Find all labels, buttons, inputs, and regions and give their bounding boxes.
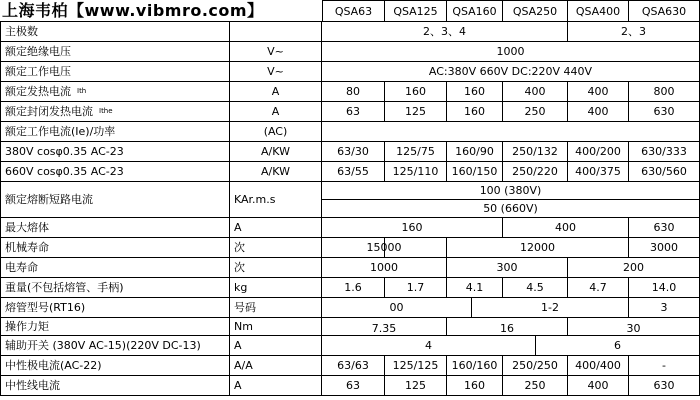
row-label-neutral-pole: 中性极电流(AC-22) — [0, 356, 230, 376]
ac23-660-value: 63/55 — [322, 162, 385, 182]
poles-value-b: 2、3 — [568, 22, 700, 42]
row-label-short-circuit: 额定熔断短路电流 — [0, 182, 230, 218]
enclosed-thermal-current-value: 250 — [503, 102, 568, 122]
ac23-380-value: 160/90 — [447, 142, 503, 162]
working-voltage-value: AC:380V 660V DC:220V 440V — [322, 62, 700, 82]
row-unit-poles — [230, 22, 322, 42]
thermal-current-value: 160 — [385, 82, 447, 102]
short-circuit-660-value: 50 (660V) — [322, 200, 700, 218]
row-unit-operating-force: Nm — [230, 318, 322, 336]
thermal-current-value: 400 — [568, 82, 629, 102]
electrical-life-value-b: 300 — [447, 258, 568, 278]
neutral-line-value: 125 — [385, 376, 447, 396]
neutral-pole-value: 250/250 — [503, 356, 568, 376]
row-unit-working-current-power: (AC) — [230, 122, 322, 142]
row-unit-mechanical-life: 次 — [230, 238, 322, 258]
row-unit-aux-switch: A — [230, 336, 322, 356]
enclosed-thermal-current-value: 630 — [629, 102, 700, 122]
row-unit-ac23-660: A/KW — [230, 162, 322, 182]
ac23-660-value: 400/375 — [568, 162, 629, 182]
neutral-pole-value: 63/63 — [322, 356, 385, 376]
neutral-line-value: 63 — [322, 376, 385, 396]
thermal-current-value: 800 — [629, 82, 700, 102]
model-header: QSA400 — [568, 0, 629, 22]
thermal-current-value: 80 — [322, 82, 385, 102]
neutral-pole-value: 125/125 — [385, 356, 447, 376]
weight-value: 4.1 — [447, 278, 503, 298]
ac23-380-value: 400/200 — [568, 142, 629, 162]
model-header: QSA630 — [629, 0, 700, 22]
neutral-line-value: 400 — [568, 376, 629, 396]
row-unit-neutral-line: A — [230, 376, 322, 396]
electrical-life-value-a: 1000 — [322, 258, 447, 278]
row-unit-thermal-current: A — [230, 82, 322, 102]
mechanical-life-value-c: 3000 — [629, 238, 700, 258]
row-unit-working-voltage: V~ — [230, 62, 322, 82]
row-unit-ac23-380: A/KW — [230, 142, 322, 162]
row-label-insulation-voltage: 额定绝缘电压 — [0, 42, 230, 62]
enclosed-thermal-current-sub: Ithe — [99, 107, 113, 115]
banner-title: 上海韦柏【www.vibmro.com】 — [0, 0, 322, 22]
enclosed-thermal-current-value: 400 — [568, 102, 629, 122]
row-label-ac23-380: 380V cosφ0.35 AC-23 — [0, 142, 230, 162]
row-unit-electrical-life: 次 — [230, 258, 322, 278]
thermal-current-value: 400 — [503, 82, 568, 102]
neutral-pole-value: 400/400 — [568, 356, 629, 376]
row-label-fuse-type: 熔管型号(RT16) — [0, 298, 230, 318]
row-label-working-voltage: 额定工作电压 — [0, 62, 230, 82]
row-label-mechanical-life: 机械寿命 — [0, 238, 230, 258]
enclosed-thermal-current-value: 63 — [322, 102, 385, 122]
weight-value: 4.5 — [503, 278, 568, 298]
row-label-ac23-660: 660V cosφ0.35 AC-23 — [0, 162, 230, 182]
row-label-max-fuse: 最大熔体 — [0, 218, 230, 238]
thermal-current-sub: Ith — [77, 87, 87, 95]
neutral-pole-value: 160/160 — [447, 356, 503, 376]
max-fuse-value-c: 630 — [629, 218, 700, 238]
ac23-380-value: 125/75 — [385, 142, 447, 162]
row-unit-insulation-voltage: V~ — [230, 42, 322, 62]
row-label-poles: 主极数 — [0, 22, 230, 42]
neutral-line-value: 250 — [503, 376, 568, 396]
ac23-380-value: 250/132 — [503, 142, 568, 162]
enclosed-thermal-current-value: 160 — [447, 102, 503, 122]
row-unit-weight: kg — [230, 278, 322, 298]
insulation-voltage-value: 1000 — [322, 42, 700, 62]
row-unit-max-fuse: A — [230, 218, 322, 238]
row-label-neutral-line: 中性线电流 — [0, 376, 230, 396]
fuse-type-value-c: 3 — [629, 298, 700, 318]
electrical-life-value-c: 200 — [568, 258, 700, 278]
poles-value-a: 2、3、4 — [322, 22, 568, 42]
model-header: QSA250 — [503, 0, 568, 22]
aux-switch-value-a: 4 — [322, 336, 536, 356]
neutral-pole-value: - — [629, 356, 700, 376]
neutral-line-value: 630 — [629, 376, 700, 396]
row-unit-short-circuit: KAr.m.s — [230, 182, 322, 218]
weight-value: 1.7 — [385, 278, 447, 298]
ac23-660-value: 630/560 — [629, 162, 700, 182]
operating-force-value-c: 30 — [568, 318, 700, 336]
thermal-current-value: 160 — [447, 82, 503, 102]
fuse-type-value-a: 00 — [322, 298, 472, 318]
row-unit-enclosed-thermal-current: A — [230, 102, 322, 122]
aux-switch-value-b: 6 — [536, 336, 700, 356]
weight-value: 1.6 — [322, 278, 385, 298]
ac23-380-value: 630/333 — [629, 142, 700, 162]
row-label-aux-switch: 辅助开关 (380V AC-15)(220V DC-13) — [0, 336, 230, 356]
working-current-power-blank — [322, 122, 700, 142]
max-fuse-value-b: 400 — [503, 218, 629, 238]
ac23-660-value: 125/110 — [385, 162, 447, 182]
model-header: QSA125 — [385, 0, 447, 22]
weight-value: 4.7 — [568, 278, 629, 298]
max-fuse-value-a: 160 — [322, 218, 503, 238]
operating-force-value-a: 7.35 — [322, 318, 447, 336]
model-header: QSA63 — [322, 0, 385, 22]
row-unit-fuse-type: 号码 — [230, 298, 322, 318]
row-label-enclosed-thermal-current — [0, 102, 230, 122]
weight-value: 14.0 — [629, 278, 700, 298]
fuse-type-value-b: 1-2 — [472, 298, 629, 318]
row-label-electrical-life: 电寿命 — [0, 258, 230, 278]
mechanical-life-value-a: 15000 — [322, 238, 447, 258]
row-label-operating-force: 操作力矩 — [0, 318, 230, 336]
row-label-thermal-current — [0, 82, 230, 102]
thermal-current-label: 额定发热电流 — [5, 85, 71, 98]
row-unit-neutral-pole: A/A — [230, 356, 322, 376]
enclosed-thermal-current-value: 125 — [385, 102, 447, 122]
model-header: QSA160 — [447, 0, 503, 22]
row-label-working-current-power: 额定工作电流(Ie)/功率 — [0, 122, 230, 142]
ac23-660-value: 250/220 — [503, 162, 568, 182]
enclosed-thermal-current-label: 额定封闭发热电流 — [5, 105, 93, 118]
short-circuit-380-value: 100 (380V) — [322, 182, 700, 200]
neutral-line-value: 160 — [447, 376, 503, 396]
row-label-weight: 重量(不包括熔管、手柄) — [0, 278, 230, 298]
operating-force-value-b: 16 — [447, 318, 568, 336]
ac23-380-value: 63/30 — [322, 142, 385, 162]
ac23-660-value: 160/150 — [447, 162, 503, 182]
mechanical-life-value-b: 12000 — [447, 238, 629, 258]
